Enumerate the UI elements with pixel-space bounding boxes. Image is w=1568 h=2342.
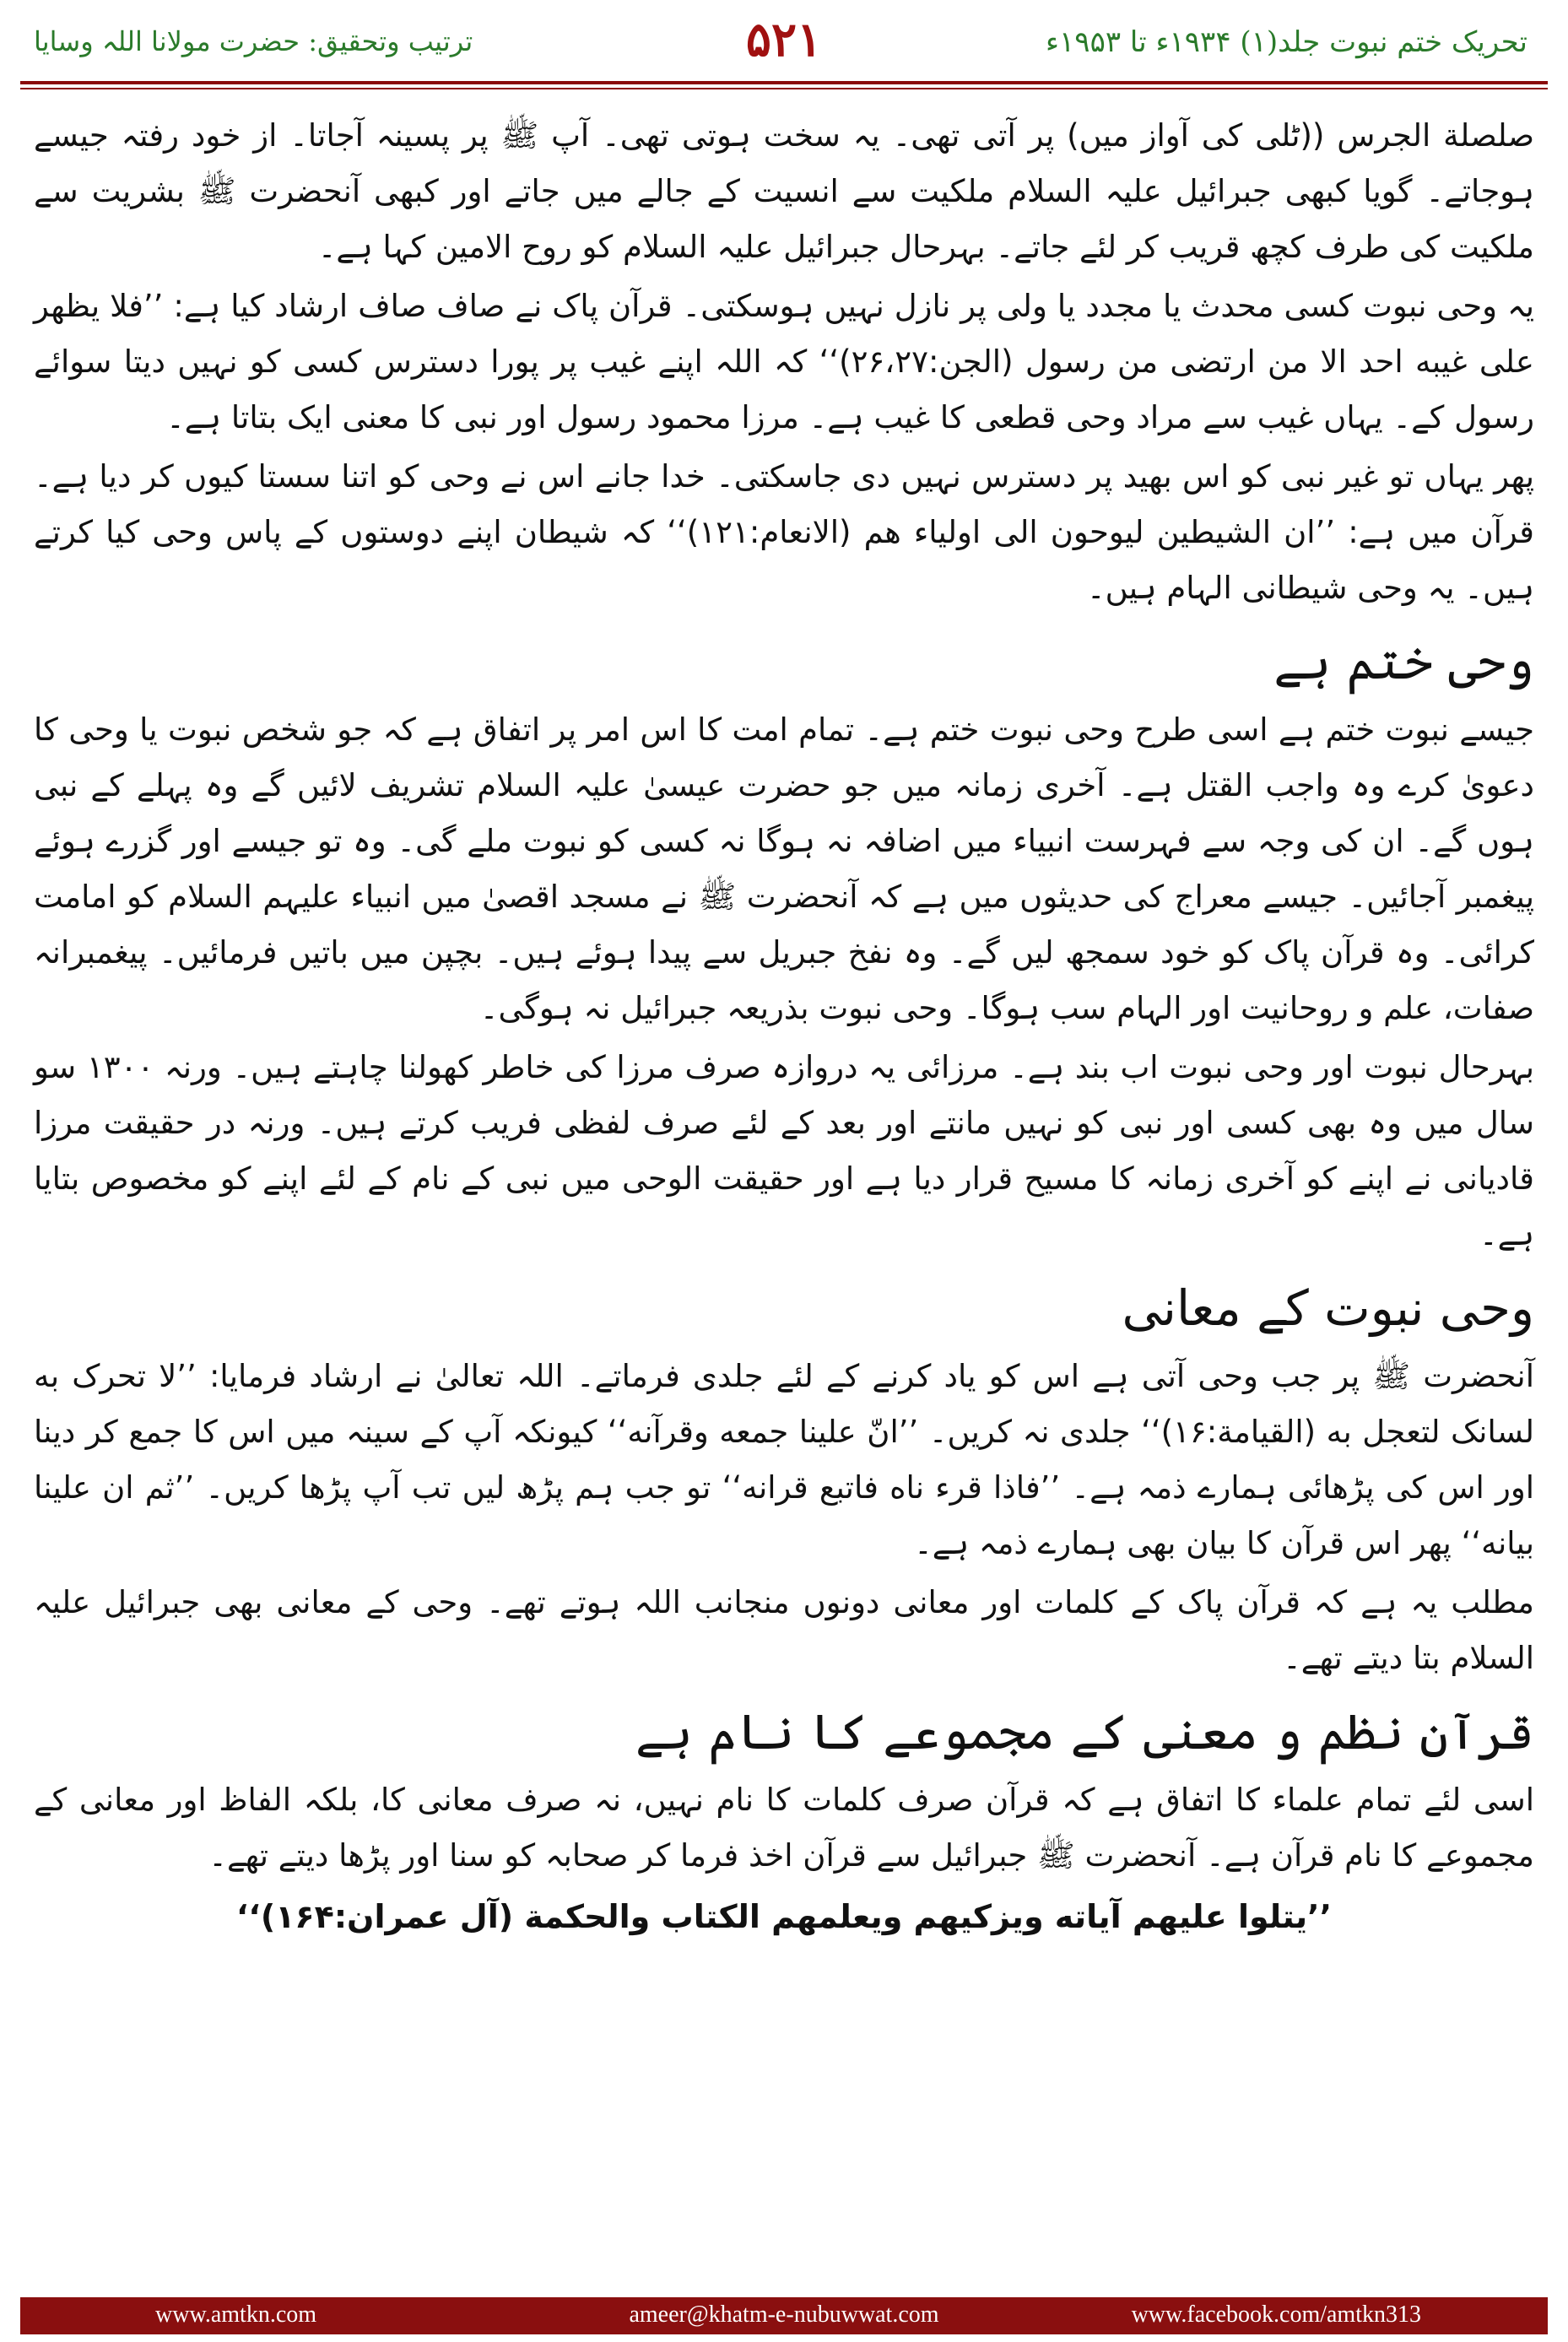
page-body xyxy=(34,108,1534,2249)
paragraph-wahi-prophets-only: یہ وحی نبوت کسی محدث یا مجدد یا ولی پر نازل نہیں ہوسکتی۔ قرآن پاک نے صاف صاف ارشاد کیا ہے: ’’فلا یظهر علی غیبه احد الا من ارتضی من رسول (الجن:۲۶،۲۷)‘‘ کہ اللہ اپنے غیب پر پورا دسترس کسی کو نہیں دیتا سوائے رسول کے۔ یہاں غیب سے مراد وحی قطعی کا غیب ہے۔ مرزا محمود رسول اور نبی کا معنی ایک بتاتا ہے۔ xyxy=(34,288,1534,435)
footer-facebook-link[interactable]: www.facebook.com/amtkn313 xyxy=(1131,2301,1421,2328)
heading-wahi-meanings: وحی نبوت کے معانی xyxy=(1122,1279,1534,1337)
paragraph-mirzai-door: بہرحال نبوت اور وحی نبوت اب بند ہے۔ مرزائی یہ دروازہ صرف مرزا کی خاطر کھولنا چاہتے ہیں۔ ورنہ ۱۳۰۰ سو سال میں وہ بھی کسی اور نبی کو نہیں مانتے اور بعد کے لئے صرف لفظی فریب کرتے ہیں۔ ورنہ در حقیقت مرزا قادیانی نے اپنے کو آخری زمانہ کا مسیح قرار دیا ہے اور حقیقت الوحی میں نبی کے نام کے لئے اپنے کو مخصوص بتایا ہے۔ xyxy=(34,1049,1534,1252)
paragraph-kalimat-maani: مطلب یہ ہے کہ قرآن پاک کے کلمات اور معانی دونوں منجانب اللہ ہوتے تھے۔ وحی کے معانی بھی جبرائیل علیہ السلام بتا دیتے تھے۔ xyxy=(34,1584,1534,1676)
footer-website-link[interactable]: www.amtkn.com xyxy=(155,2301,317,2328)
paragraph-la-tuharrik: آنحضرت ﷺ پر جب وحی آتی ہے اس کو یاد کرنے کے لئے جلدی فرماتے۔ اللہ تعالیٰ نے ارشاد فرمایا: ’’لا تحرک به لسانک لتعجل به (القیامة:۱۶)‘‘ جلدی نہ کریں۔ ’’انّ علینا جمعه وقرآنه‘‘ کیونکہ آپ کے سینہ میں اس کا جمع کر دینا اور اس کی پڑھائی ہمارے ذمہ ہے۔ ’’فاذا قرء ناه فاتبع قرانه‘‘ تو جب ہم پڑھ لیں تب آپ پڑھا کریں۔ ’’ثم ان علینا بیانه‘‘ پھر اس قرآن کا بیان بھی ہمارے ذمہ ہے۔ xyxy=(34,1358,1534,1561)
footer-email-link[interactable]: ameer@khatm-e-nubuwwat.com xyxy=(629,2301,939,2328)
header-divider-thin xyxy=(20,88,1548,89)
paragraph-nubuwwat-khatam: جیسے نبوت ختم ہے اسی طرح وحی نبوت ختم ہے۔ تمام امت کا اس امر پر اتفاق ہے کہ جو شخص نبوت یا وحی کا دعویٰ کرے وہ واجب القتل ہے۔ آخری زمانہ میں جو حضرت عیسیٰ علیہ السلام تشریف لائیں گے وہ پہلے کے نبی ہوں گے۔ ان کی وجہ سے فہرست انبیاء میں اضافہ نہ ہوگا نہ کسی کو نبوت ملے گی۔ وہ تو جیسے اور گزرے ہوئے پیغمبر آجائیں۔ جیسے معراج کی حدیثوں میں ہے کہ آنحضرت ﷺ نے مسجد اقصیٰ میں انبیاء علیہم السلام کو امامت کرائی۔ وہ قرآن پاک کو خود سمجھ لیں گے۔ وہ نفخ جبریل سے پیدا ہوئے ہیں۔ بچپن میں باتیں فرمائیں۔ پیغمبرانہ صفات، علم و روحانیت اور الہام سب ہوگا۔ وحی نبوت بذریعہ جبرائیل نہ ہوگی۔ xyxy=(34,711,1534,1026)
compiler-credit: ترتیب وتحقیق: حضرت مولانا اللہ وسایا xyxy=(34,25,473,57)
paragraph-ulama-ittifaq: اسی لئے تمام علماء کا اتفاق ہے کہ قرآن صرف کلمات کا نام نہیں، نہ صرف معانی کا، بلکہ الفاظ اور معانی کے مجموعے کا نام قرآن ہے۔ آنحضرت ﷺ جبرائیل سے قرآن اخذ فرما کر صحابہ کو سنا اور پڑھا دیتے تھے۔ xyxy=(34,1782,1534,1874)
heading-wahi-khatam: وحی ختم ہے xyxy=(1273,633,1534,690)
page-number: ۵۲۱ xyxy=(745,12,823,68)
page-header xyxy=(0,0,1568,78)
heading-quran-nazm-maani: قرآن نظم و معنی کے مجموعے کا نام ہے xyxy=(635,1703,1534,1761)
book-title: تحریک ختم نبوت جلد(۱) ۱۹۳۴ء تا ۱۹۵۳ء xyxy=(1046,25,1527,59)
page-footer xyxy=(20,2297,1548,2334)
header-divider xyxy=(20,81,1548,84)
paragraph-wahi-descent: صلصلة الجرس ((ٹلی کی آواز میں) پر آتی تھی۔ یہ سخت ہوتی تھی۔ آپ ﷺ پر پسینہ آجاتا۔ از خود رفتہ جیسے ہوجاتے۔ گویا کبھی جبرائیل علیہ السلام ملکیت سے انسیت کے جالے میں جاتے اور کبھی آنحضرت ﷺ بشریت سے ملکیت کی طرف کچھ قریب کر لئے جاتے۔ بہرحال جبرائیل علیہ السلام کو روح الامین کہا ہے۔ xyxy=(34,117,1534,265)
paragraph-shaitani-ilham: پھر یہاں تو غیر نبی کو اس بھید پر دسترس نہیں دی جاسکتی۔ خدا جانے اس نے وحی کو اتنا سستا کیوں کر دیا ہے۔ قرآن میں ہے: ’’ان الشیطین لیوحون الی اولیاء هم (الانعام:۱۲۱)‘‘ کہ شیطان اپنے دوستوں کے پاس وحی کیا کرتے ہیں۔ یہ وحی شیطانی الہام ہیں۔ xyxy=(34,458,1534,606)
quote-aal-imran: ’’یتلوا علیهم آیاته ویزکیهم ویعلمهم الکتاب والحکمة (آل عمران:۱۶۴)‘‘ xyxy=(235,1898,1333,1935)
